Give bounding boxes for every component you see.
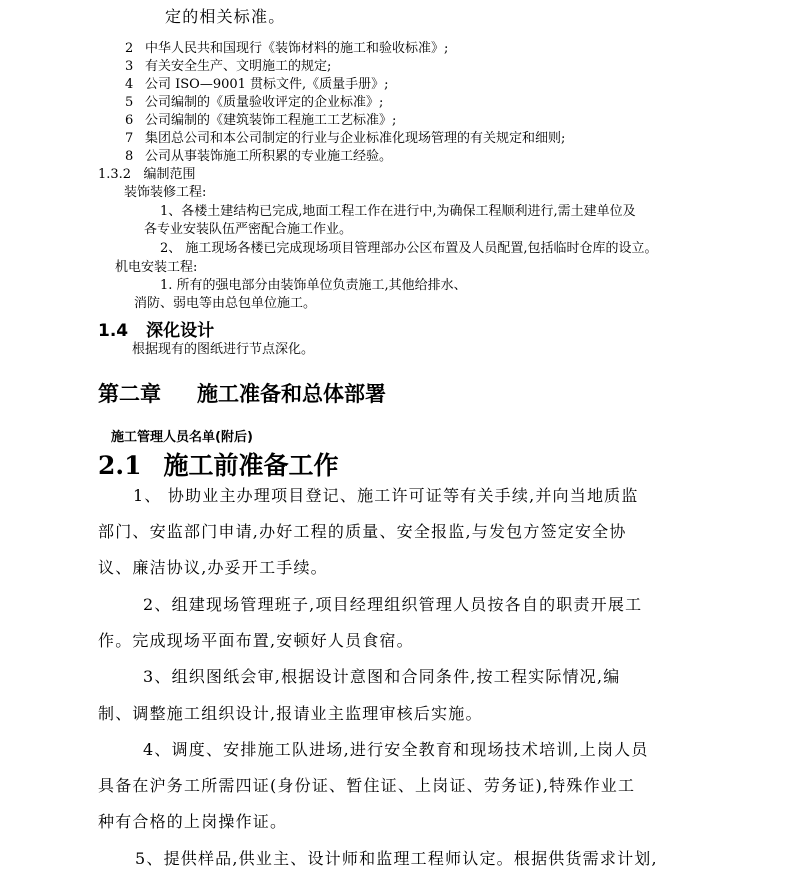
decoration-item-1-line-1: 1、各楼土建结构已完成,地面工程工作在进行中,为确保工程顺利进行,需土建单位及 — [160, 204, 636, 219]
staff-list-label: 施工管理人员名单(附后) — [111, 430, 253, 445]
mep-item-1-line-2: 消防、弱电等由总包单位施工。 — [134, 296, 317, 311]
list-text: 中华人民共和国现行《装饰材料的施工和验收标准》; — [145, 41, 449, 56]
list-text: 有关安全生产、文明施工的规定; — [145, 59, 332, 74]
continued-text: 定的相关标准。 — [165, 7, 286, 26]
subsection-number: 1.3.2 — [98, 167, 132, 182]
list-number: 3 — [125, 59, 134, 74]
paragraph-line: 议、廉洁协议,办妥开工手续。 — [98, 558, 328, 577]
list-item — [125, 76, 389, 94]
paragraph-line: 3、组织图纸会审,根据设计意图和合同条件,按工程实际情况,编 — [143, 667, 621, 686]
subsection-title: 编制范围 — [143, 167, 196, 182]
subsection-heading — [98, 166, 196, 184]
mep-heading: 机电安装工程: — [115, 260, 198, 275]
list-number: 2 — [125, 41, 134, 56]
section-number: 1.4 — [98, 321, 129, 341]
list-item — [125, 94, 383, 112]
list-number: 6 — [125, 113, 134, 128]
list-number: 4 — [125, 77, 134, 92]
decoration-item-1-line-2: 各专业安装队伍严密配合施工作业。 — [144, 222, 353, 237]
list-item — [125, 130, 565, 148]
list-number: 7 — [125, 131, 134, 146]
section-heading — [98, 446, 339, 482]
chapter-title: 施工准备和总体部署 — [197, 382, 386, 406]
chapter-number: 第二章 — [98, 382, 161, 406]
section-text: 根据现有的图纸进行节点深化。 — [132, 342, 315, 357]
list-item — [125, 40, 448, 58]
decoration-item-2: 2、 施工现场各楼已完成现场项目管理部办公区布置及人员配置,包括临时仓库的设立。 — [160, 241, 658, 256]
paragraph-line: 制、调整施工组织设计,报请业主监理审核后实施。 — [98, 704, 483, 723]
list-item — [125, 148, 392, 166]
paragraph-line: 部门、安监部门申请,办好工程的质量、安全报监,与发包方签定安全协 — [98, 522, 627, 541]
paragraph-line: 4、调度、安排施工队进场,进行安全教育和现场技术培训,上岗人员 — [143, 740, 649, 759]
list-item — [125, 58, 331, 76]
list-text: 公司从事装饰施工所积累的专业施工经验。 — [145, 149, 393, 164]
paragraph-line: 具备在沪务工所需四证(身份证、暂住证、上岗证、劳务证),特殊作业工 — [98, 776, 636, 795]
list-text: 集团总公司和本公司制定的行业与企业标准化现场管理的有关规定和细则; — [145, 131, 566, 146]
list-text: 公司编制的《建筑装饰工程施工工艺标准》; — [145, 113, 397, 128]
section-title: 深化设计 — [146, 321, 215, 341]
list-number: 8 — [125, 149, 134, 164]
chapter-heading — [98, 378, 386, 408]
list-text: 公司编制的《质量验收评定的企业标准》; — [145, 95, 384, 110]
paragraph-line: 种有合格的上岗操作证。 — [98, 812, 288, 831]
section-title: 施工前准备工作 — [163, 451, 339, 480]
list-number: 5 — [125, 95, 134, 110]
list-item — [125, 112, 396, 130]
paragraph-line: 作。完成现场平面布置,安顿好人员食宿。 — [98, 631, 414, 650]
list-text: 公司 ISO—9001 贯标文件,《质量手册》; — [145, 77, 389, 92]
mep-item-1-line-1: 1. 所有的强电部分由装饰单位负责施工,其他给排水、 — [160, 278, 467, 293]
section-heading — [98, 316, 214, 341]
paragraph-line: 2、组建现场管理班子,项目经理组织管理人员按各自的职责开展工 — [143, 595, 643, 614]
paragraph-line: 5、提供样品,供业主、设计师和监理工程师认定。根据供货需求计划, — [135, 849, 658, 868]
paragraph-line: 1、 协助业主办理项目登记、施工许可证等有关手续,并向当地质监 — [133, 486, 639, 505]
section-number: 2.1 — [98, 451, 142, 480]
decoration-heading: 装饰装修工程: — [124, 185, 207, 200]
